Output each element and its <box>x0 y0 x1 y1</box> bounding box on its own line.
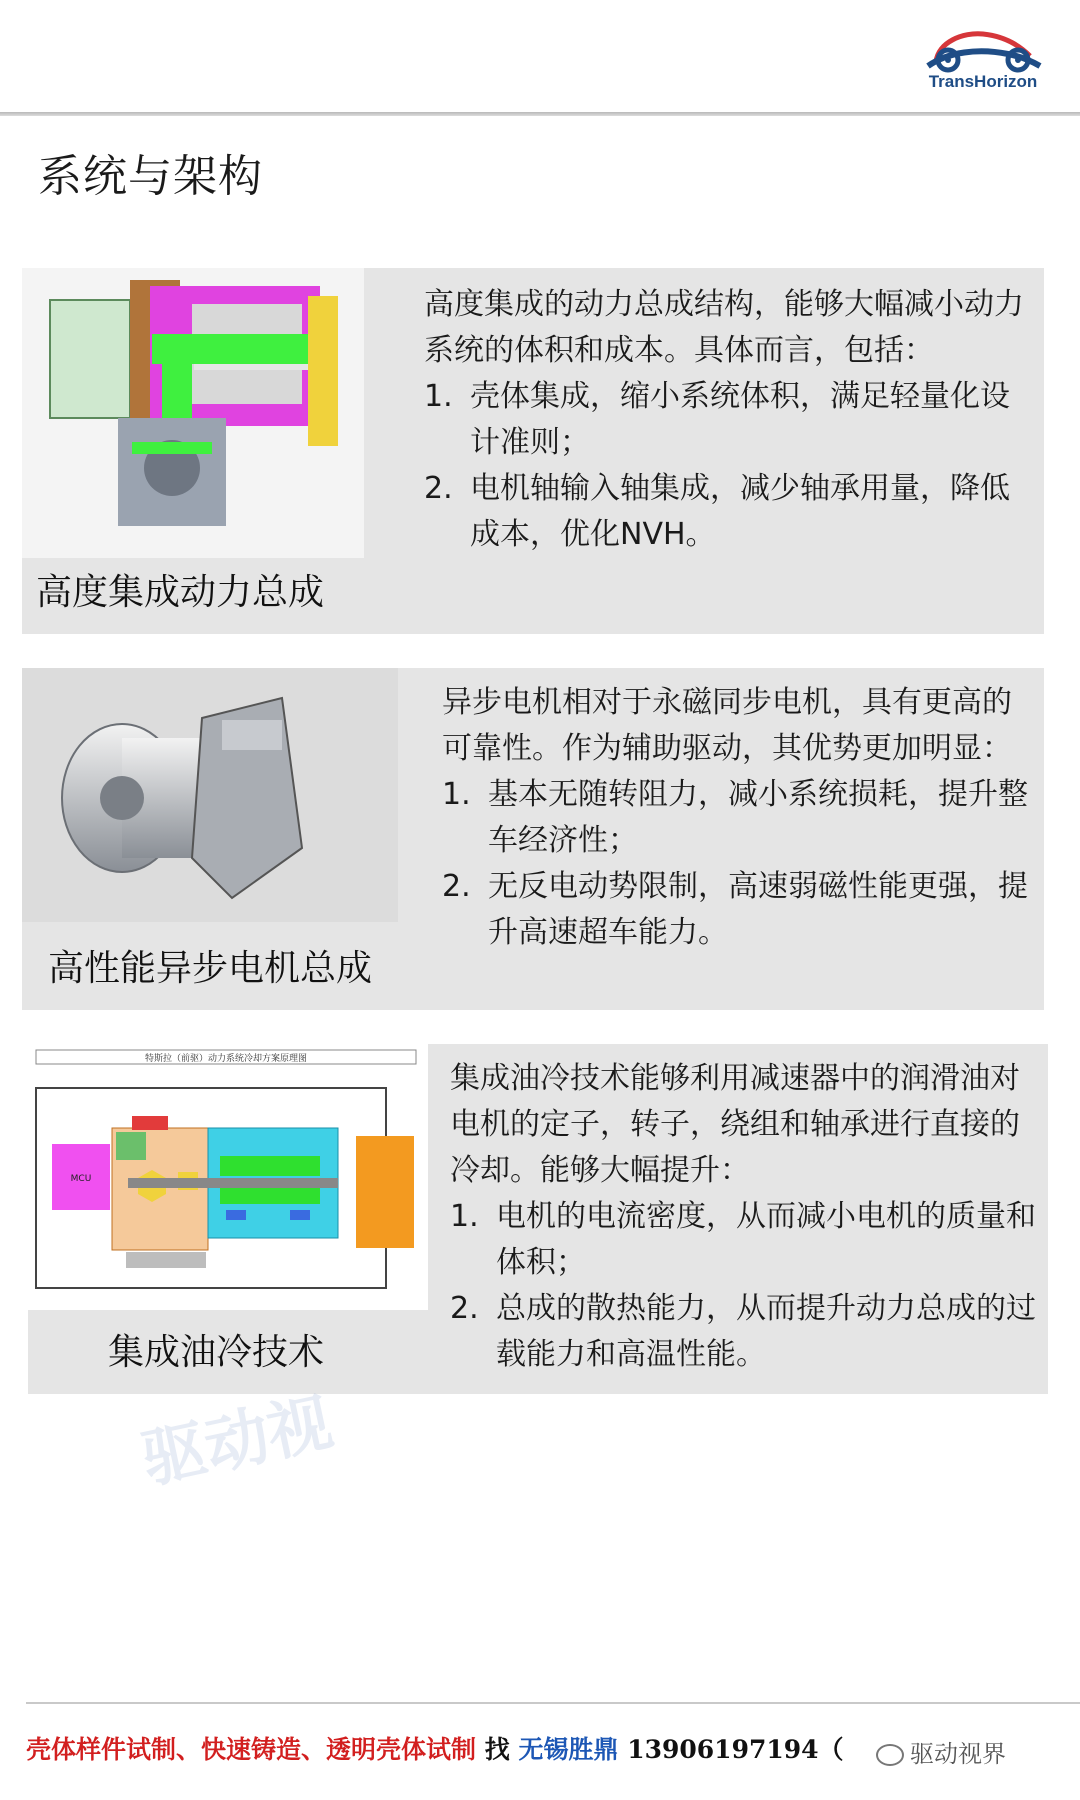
list-item <box>424 466 1034 558</box>
list-text: 无反电动势限制，高速弱磁性能更强，提升高速超车能力。 <box>488 869 1028 950</box>
mcu-label: MCU <box>70 1174 92 1184</box>
watermark: 驱动视 <box>135 1384 339 1499</box>
panel-oil-cooling <box>28 1044 1048 1394</box>
list-number: 1. <box>442 777 471 812</box>
page-title: 系统与架构 <box>38 151 263 202</box>
oil-cooling-diagram <box>28 1044 428 1310</box>
panel-caption: 集成油冷技术 <box>108 1332 325 1373</box>
description-intro: 高度集成的动力总成结构，能够大幅减小动力系统的体积和成本。具体而言，包括： <box>424 287 1024 368</box>
list-text: 基本无随转阻力，减小系统损耗，提升整车经济性； <box>488 777 1028 858</box>
ad-services: 壳体样件试制、快速铸造、透明壳体试制 <box>26 1735 477 1764</box>
panel-caption: 高性能异步电机总成 <box>48 948 373 989</box>
panel-caption: 高度集成动力总成 <box>36 572 325 613</box>
wechat-name: 驱动视界 <box>910 1740 1006 1768</box>
list-number: 1. <box>450 1199 479 1234</box>
list-text: 总成的散热能力，从而提升动力总成的过载能力和高温性能。 <box>496 1291 1036 1372</box>
description-intro: 异步电机相对于永磁同步电机，具有更高的可靠性。作为辅助驱动，其优势更加明显： <box>442 685 1012 766</box>
list-item <box>450 1194 1046 1286</box>
list-item <box>450 1286 1046 1378</box>
ad-company: 无锡胜鼎 <box>518 1735 619 1764</box>
transhorizon-logo <box>918 22 1048 102</box>
panel-description <box>424 282 1034 558</box>
panel-description <box>442 680 1038 956</box>
list-text: 壳体集成，缩小系统体积，满足轻量化设计准则； <box>470 379 1010 460</box>
diagram-title: 特斯拉（前驱）动力系统冷却方案原理图 <box>144 1054 308 1064</box>
panel-integrated-powertrain <box>22 268 1044 634</box>
description-intro: 集成油冷技术能够利用减速器中的润滑油对电机的定子，转子，绕组和轴承进行直接的冷却。能够大幅提升： <box>450 1061 1020 1188</box>
ad-phone: 13906197194（ <box>627 1735 844 1764</box>
list-item <box>442 864 1038 956</box>
logo-text: TransHorizon <box>928 72 1038 91</box>
footer-divider <box>26 1702 1080 1704</box>
panel-description <box>450 1056 1046 1378</box>
logo-car-icon <box>918 22 1048 74</box>
list-text: 电机的电流密度，从而减小电机的质量和体积； <box>496 1199 1036 1280</box>
list-number: 2. <box>450 1291 479 1326</box>
wechat-icon <box>876 1744 904 1766</box>
powertrain-cutaway-image <box>22 268 364 558</box>
list-item <box>442 772 1038 864</box>
async-motor-image <box>22 668 398 922</box>
header-divider <box>0 112 1080 116</box>
list-number: 1. <box>424 379 453 414</box>
ad-find: 找 <box>484 1735 510 1764</box>
list-number: 2. <box>442 869 471 904</box>
list-number: 2. <box>424 471 453 506</box>
list-item <box>424 374 1034 466</box>
panel-async-motor <box>22 668 1044 1010</box>
wechat-badge <box>876 1734 1056 1774</box>
list-text: 电机轴输入轴集成，减少轴承用量，降低成本，优化NVH。 <box>470 471 1010 552</box>
